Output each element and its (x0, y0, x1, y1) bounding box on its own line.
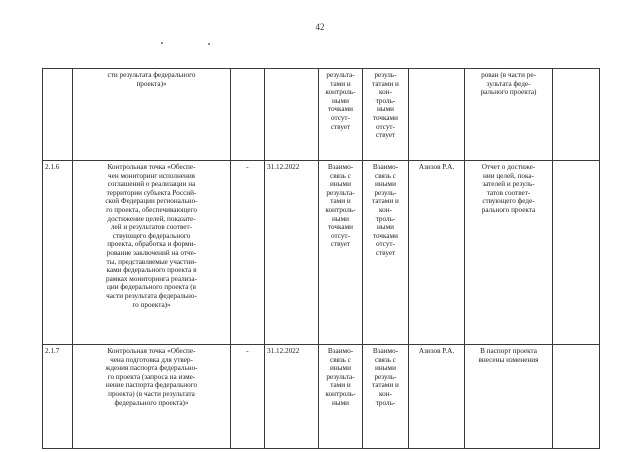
deadline-cell: 31.12.2022 (265, 161, 319, 345)
scan-speck (208, 43, 210, 45)
extra-cell (553, 345, 600, 449)
result-document: Отчет о достиже- нии целей, пока- зателей и резуль- татов соответ- ствующего феде- рального проекта (465, 161, 553, 345)
row-number (43, 69, 73, 161)
deadline-cell (265, 69, 319, 161)
responsible-person (409, 69, 465, 161)
control-point-description: Контрольная точка «Обеспе- чена подготовка для утвер- ждения паспорта федерально- го проекта (запроса на изме- нение паспорта федерального проекта) (в части результата федерального проекта)» (73, 345, 231, 449)
extra-cell (553, 69, 600, 161)
row-number: 2.1.7 (43, 345, 73, 449)
predecessor-relation: Взаимо- связь с иными результа- тами и контроль- ными точками отсут- ствует (319, 161, 363, 345)
result-document: рован (в части ре- зультата феде- рального проекта) (465, 69, 553, 161)
control-point-description: Контрольная точка «Обеспе- чен мониторинг исполнения соглашений о реализации на территории субъекта Россий- ской Федерации регионально- го проекта, обеспечивающего достижение целей, показате- лей и результатов соответ- ствующего федерального проекта, обработка и форми- рование заключений на отче- ты, представляемые участни- ками федерального проекта в рамках мониторинга реализа- ции федерального проекта (в части результата федерально- го проекта)» (73, 161, 231, 345)
base-value-cell: - (231, 161, 265, 345)
base-value-cell (231, 69, 265, 161)
table-row (43, 69, 600, 161)
base-value-cell: - (231, 345, 265, 449)
table-row (43, 161, 600, 345)
control-point-description: сти результата федерального проекта)» (73, 69, 231, 161)
row-number: 2.1.6 (43, 161, 73, 345)
responsible-person: Азизов Р.А. (409, 161, 465, 345)
successor-relation: Взаимо- связь с иными резуль- татами и кон- троль- ными точками отсут- ствует (363, 161, 409, 345)
extra-cell (553, 161, 600, 345)
successor-relation: резуль- татами и кон- троль- ными точками отсут- ствует (363, 69, 409, 161)
deadline-cell: 31.12.2022 (265, 345, 319, 449)
result-document: В паспорт проекта внесены изменения (465, 345, 553, 449)
plan-table (42, 68, 600, 449)
table-row (43, 345, 600, 449)
predecessor-relation: результа- тами и контроль- ными точками отсут- ствует (319, 69, 363, 161)
scan-speck (161, 42, 163, 44)
successor-relation: Взаимо- связь с иными резуль- татами и кон- троль- (363, 345, 409, 449)
page-number: 42 (315, 22, 325, 32)
predecessor-relation: Взаимо- связь с иными результа- тами и контроль- ными (319, 345, 363, 449)
responsible-person: Азизов Р.А. (409, 345, 465, 449)
